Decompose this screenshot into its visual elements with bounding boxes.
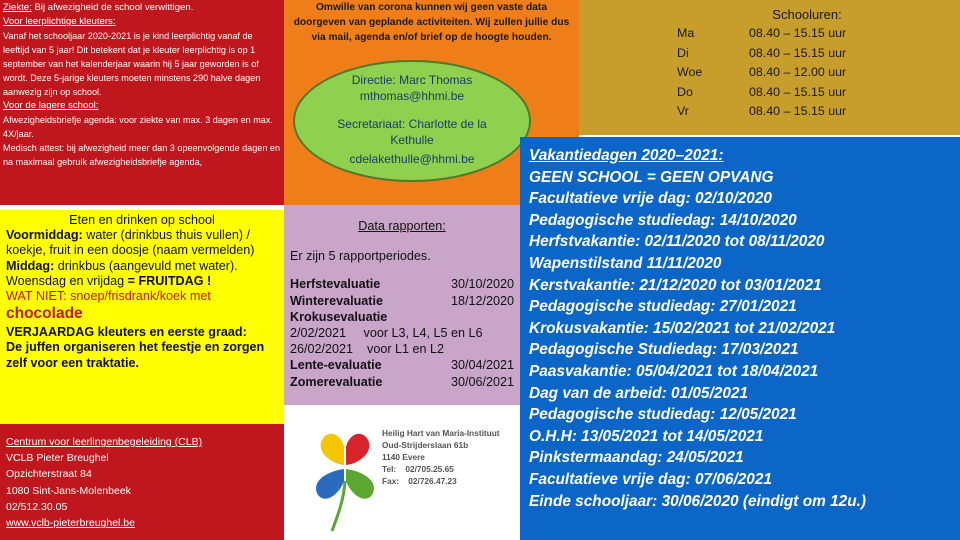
clb-city: 1080 Sint-Jans-Molenbeek (6, 484, 131, 497)
directie-label: Directie: Marc Thomas (351, 73, 473, 87)
report-row: Winterevaluatie 18/12/2020 (290, 293, 514, 308)
clb-title: Centrum voor leerlingenbegeleiding (CLB) (6, 436, 203, 448)
clb-name: VCLB Pieter Breughel (6, 452, 109, 465)
report-row: Krokusevaluatie (290, 309, 388, 324)
vacation-panel (520, 137, 960, 540)
hours-row: Di 08.40 – 15.15 uur (677, 45, 847, 60)
school-street: Oud-Strijderslaan 61b (382, 440, 469, 450)
vacation-item: Dag van de arbeid: 01/05/2021 (529, 384, 749, 402)
kleuters-text: Vanaf het schooljaar 2020-2021 is je kind leerplichtig vanaf de leeftijd van 5 jaar! Dit betekent dat je kleuter leerplichtig is op 1 september van het kalenderjaar waarin hij 5 jaar geworden is of wordt. Deze 5-jarige kleuters moeten minstens 290 halve dagen aanwezig zijn op school. (3, 31, 261, 97)
secretariaat-name: Kethulle (390, 133, 434, 147)
school-logo-panel (284, 405, 520, 540)
vacation-item: Facultatieve vrije dag: 07/06/2021 (529, 470, 772, 488)
vacation-item: Facultatieve vrije dag: 02/10/2020 (529, 190, 772, 208)
report-row: Zomerevaluatie 30/06/2021 (290, 374, 514, 389)
clb-panel (0, 424, 284, 540)
absence-panel (0, 0, 284, 205)
clb-phone: 02/512.30.05 (6, 500, 68, 513)
school-hours-table (677, 24, 877, 122)
hours-row: Vr 08.40 – 15.15 uur (677, 104, 847, 118)
birthday-text: De juffen organiseren het feestje en zorgen zelf voor een traktatie. (6, 340, 265, 370)
school-city: 1140 Evere (382, 452, 425, 462)
food-voormiddag: Voormiddag: water (drinkbus thuis vullen) / koekje, fruit in een doosje (naam vermelden) (6, 228, 255, 258)
absence-heading: Ziekte: (3, 2, 32, 13)
vacation-item: Herfstvakantie: 02/11/2020 tot 08/11/2020 (529, 233, 825, 251)
hours-row: Do 08.40 – 15.15 uur (677, 84, 847, 99)
vacation-item: Paasvakantie: 05/04/2021 tot 18/04/2021 (529, 362, 819, 380)
absence-intro: Ziekte: Bij afwezigheid de school verwittigen. (3, 2, 194, 13)
heart-leaf-red (346, 434, 369, 465)
food-title: Eten en drinken op school (69, 213, 215, 227)
school-name: Heilig Hart van Maria-Instituut (382, 428, 500, 438)
food-middag: Middag: drinkbus (aangevuld met water). (6, 258, 238, 273)
vacation-title: Vakantiedagen 2020–2021: (529, 147, 724, 164)
clb-street: Opzichterstraat 84 (6, 468, 92, 481)
contact-ellipse (293, 60, 531, 182)
vacation-item: Kerstvakantie: 21/12/2020 tot 03/01/2021 (529, 276, 822, 294)
reports-table (290, 276, 514, 389)
reports-intro: Er zijn 5 rapportperiodes. (290, 249, 431, 264)
secretariaat-label: Secretariaat: Charlotte de la (337, 117, 487, 131)
vacation-item: Pedagogische studiedag: 27/01/2021 (529, 298, 797, 316)
heart-leaf-green (346, 469, 374, 499)
heart-leaf-blue (316, 469, 344, 499)
clb-website-link[interactable]: www.vclb-pieterbreughel.be (6, 517, 135, 530)
vacation-item: Einde schooljaar: 30/06/2020 (eindigt om 12u.) (529, 492, 866, 510)
hours-row: Woe 08.40 – 12.00 uur (677, 65, 847, 79)
reports-title: Data rapporten: (358, 219, 446, 233)
corona-notice: Omwille van corona kunnen wij geen vaste data doorgeven van geplande activiteiten. Wij zullen jullie dus via mail, agenda en/of brief op de hoogte houden. (293, 2, 570, 43)
report-row: 2/02/2021 voor L3, L4, L5 en L6 (290, 326, 483, 341)
food-chocolade: chocolade (6, 305, 83, 323)
lagere-text: Afwezigheidsbriefje agenda: voor ziekte van max. 3 dagen en max. 4X/jaar. (3, 115, 273, 139)
vacation-item: Krokusvakantie: 15/02/2021 tot 21/02/2021 (529, 319, 836, 337)
vacation-item: Pedagogische studiedag: 14/10/2020 (529, 211, 797, 229)
food-fruitdag: Woensdag en vrijdag = FRUITDAG ! (6, 273, 212, 288)
reports-panel (284, 205, 520, 405)
secretariaat-email[interactable]: cdelakethulle@hhmi.be (349, 152, 475, 166)
directie-email[interactable]: mthomas@hhmi.be (359, 89, 465, 103)
heart-logo-icon (304, 419, 386, 535)
school-address (382, 427, 518, 487)
vacation-item: Wapenstilstand 11/11/2020 (529, 254, 722, 272)
food-panel (0, 210, 284, 424)
vacation-item: O.H.H: 13/05/2021 tot 14/05/2021 (529, 427, 764, 445)
school-hours-panel (579, 0, 960, 135)
food-niet: WAT NIET: snoep/frisdrank/koek met (6, 289, 211, 304)
school-fax: Fax: 02/726.47.23 (382, 476, 457, 486)
lagere-heading: Voor de lagere school: (3, 100, 99, 111)
heart-leaf-yellow (321, 434, 344, 465)
hours-row: Ma 08.40 – 15.15 uur (677, 26, 847, 40)
report-row: 26/02/2021 voor L1 en L2 (290, 342, 445, 357)
vacation-item: GEEN SCHOOL = GEEN OPVANG (529, 168, 774, 186)
report-row: Herfstevaluatie 30/10/2020 (290, 277, 514, 292)
report-row: Lente-evaluatie 30/04/2021 (290, 358, 514, 373)
birthday-heading: VERJAARDAG kleuters en eerste graad: (6, 325, 247, 340)
kleuters-heading: Voor leerplichtige kleuters: (3, 16, 116, 27)
vacation-item: Pinkstermaandag: 24/05/2021 (529, 449, 744, 467)
vacation-item: Pedagogische Studiedag: 17/03/2021 (529, 341, 799, 359)
medisch-text: Medisch attest: bij afwezigheid meer dan 3 opeenvolgende dagen en na maximaal gebruik afwezigheidsbriefje agenda, (3, 143, 281, 167)
school-hours-title: Schooluren: (772, 7, 842, 22)
school-tel: Tel: 02/705.25.65 (382, 464, 454, 474)
vacation-item: Pedagogische studiedag: 12/05/2021 (529, 406, 797, 424)
